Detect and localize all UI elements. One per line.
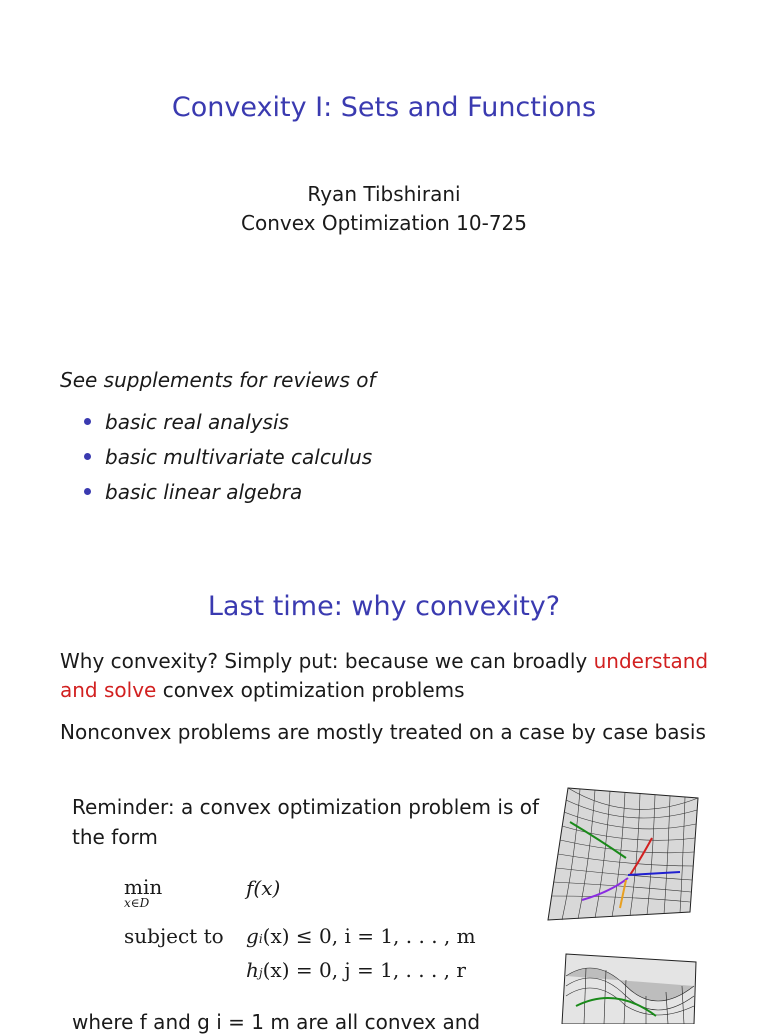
surface-mesh [548, 788, 698, 920]
author-name: Ryan Tibshirani [307, 182, 461, 206]
truncated-line: where f and g i = 1 m are all convex and [72, 1010, 481, 1034]
nonconvex-paragraph: Nonconvex problems are mostly treated on a case by case basis [60, 720, 706, 744]
list-item: basic linear algebra [84, 474, 372, 509]
objective-function: f(x) [246, 876, 281, 900]
why-convexity-paragraph: Why convexity? Simply put: because we can broadly understand and solve convex optimization problems [60, 649, 709, 702]
list-item: basic multivariate calculus [84, 439, 372, 474]
supplements-intro: See supplements for reviews of [60, 368, 376, 392]
supplements-list [84, 404, 372, 509]
bullet-icon [84, 488, 91, 495]
subject-to-label: subject to [124, 924, 224, 948]
inequality-constraint: gi(x) ≤ 0, i = 1, . . . , m [246, 924, 476, 948]
bullet-icon [84, 418, 91, 425]
list-item: basic real analysis [84, 404, 372, 439]
equality-constraint: hj(x) = 0, j = 1, . . . , r [246, 958, 466, 982]
nonconvex-surface-figure [556, 946, 706, 1024]
course-name: Convex Optimization 10-725 [241, 211, 527, 235]
slide-title-why-convexity: Last time: why convexity? [207, 591, 561, 622]
reminder-paragraph: Reminder: a convex optimization problem is of the form [72, 795, 540, 849]
bullet-icon [84, 453, 91, 460]
highlight-text: understand and solve [60, 649, 709, 702]
min-operator: min x∈D [124, 875, 163, 910]
author-block [0, 180, 768, 238]
slide-title-convexity: Convexity I: Sets and Functions [171, 92, 597, 123]
surface-mesh [562, 954, 696, 1024]
saddle-surface-figure [540, 780, 710, 930]
